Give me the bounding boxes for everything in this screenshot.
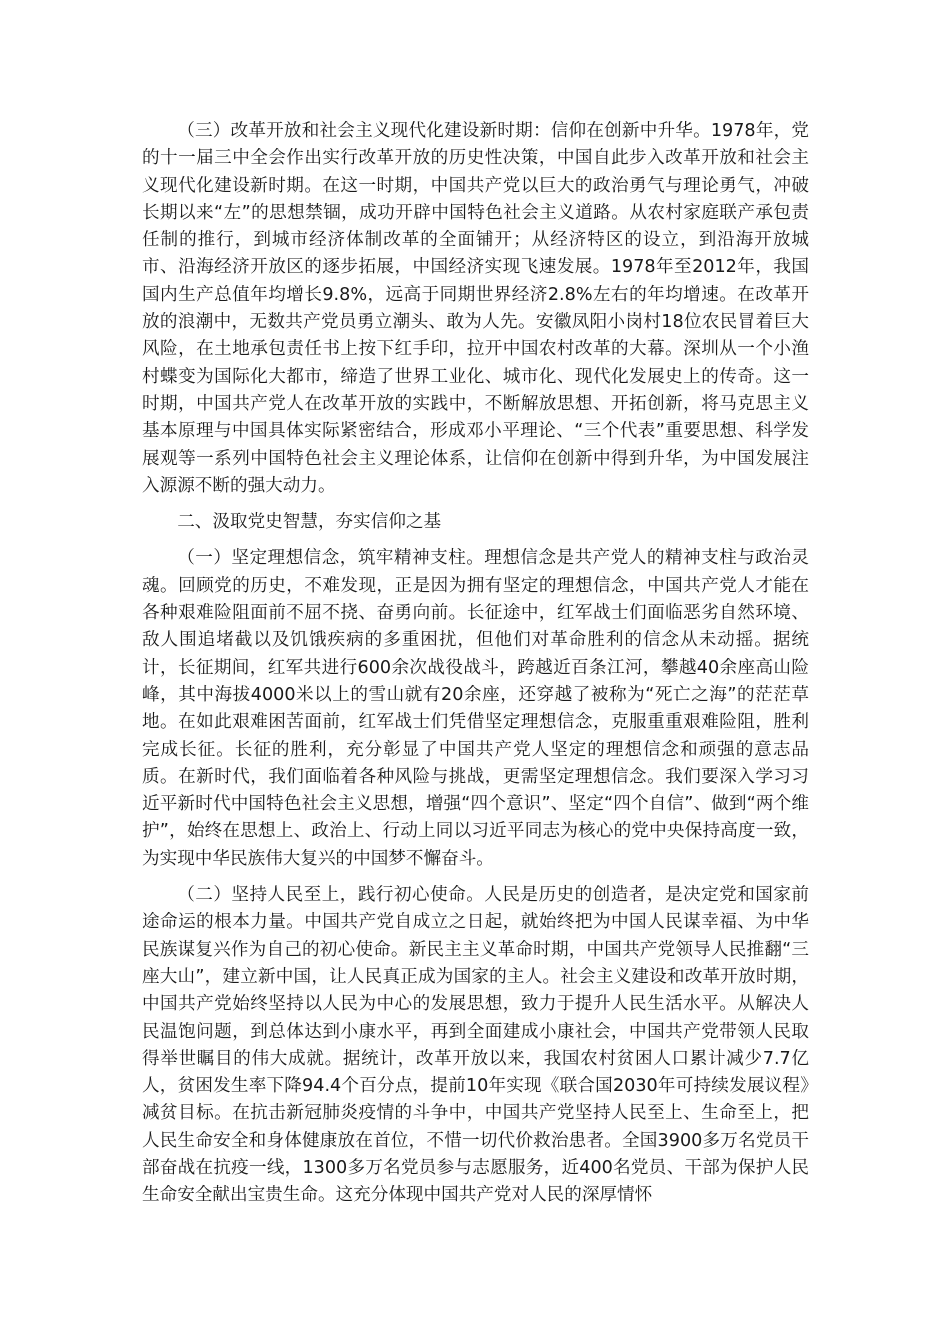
paragraph-people-first: （二）坚持人民至上，践行初心使命。人民是历史的创造者，是决定党和国家前途命运的根本力量。中国共产党自成立之日起，就始终把为中国人民谋幸福、为中华民族谋复兴作为自己的初心使命。新民主主义革命时期，中国共产党领导人民推翻“三座大山”，建立新中国，让人民真正成为国家的主人。社会主义建设和改革开放时期，中国共产党始终坚持以人民为中心的发展思想，致力于提升人民生活水平。从解决人民温饱问题，到总体达到小康水平，再到全面建成小康社会，中国共产党带领人民取得举世瞩目的伟大成就。据统计，改革开放以来，我国农村贫困人口累计减少7.7亿人，贫困发生率下降94.4个百分点，提前10年实现《联合国2030年可持续发展议程》减贫目标。在抗击新冠肺炎疫情的斗争中，中国共产党坚持人民至上、生命至上，把人民生命安全和身体健康放在首位，不惜一切代价救治患者。全国3900多万名党员干部奋战在抗疫一线，1300多万名党员参与志愿服务，近400名党员、干部为保护人民生命安全献出宝贵生命。这充分体现中国共产党对人民的深厚情怀 bbox=[142, 885, 809, 1206]
paragraph-ideals-faith: （一）坚定理想信念，筑牢精神支柱。理想信念是共产党人的精神支柱与政治灵魂。回顾党的历史，不难发现，正是因为拥有坚定的理想信念，中国共产党人才能在各种艰难险阻面前不屈不挠、奋勇向前。长征途中，红军战士们面临恶劣自然环境、敌人围追堵截以及饥饿疾病的多重困扰，但他们对革命胜利的信念从未动摇。据统计，长征期间，红军共进行600余次战役战斗，跨越近百条江河，攀越40余座高山险峰，其中海拔4000米以上的雪山就有20余座，还穿越了被称为“死亡之海”的茫茫草地。在如此艰难困苦面前，红军战士们凭借坚定理想信念，克服重重艰难险阻，胜利完成长征。长征的胜利，充分彰显了中国共产党人坚定的理想信念和顽强的意志品质。在新时代，我们面临着各种风险与挑战，更需坚定理想信念。我们要深入学习习近平新时代中国特色社会主义思想，增强“四个意识”、坚定“四个自信”、做到“两个维护”，始终在思想上、政治上、行动上同以习近平同志为核心的党中央保持高度一致，为实现中华民族伟大复兴的中国梦不懈奋斗。 bbox=[142, 548, 809, 869]
document-body bbox=[142, 118, 809, 1219]
paragraph-reform-era: （三）改革开放和社会主义现代化建设新时期：信仰在创新中升华。1978年，党的十一届三中全会作出实行改革开放的历史性决策，中国自此步入改革开放和社会主义现代化建设新时期。在这一时期，中国共产党以巨大的政治勇气与理论勇气，冲破长期以来“左”的思想禁锢，成功开辟中国特色社会主义道路。从农村家庭联产承包责任制的推行，到城市经济体制改革的全面铺开；从经济特区的设立，到沿海开放城市、沿海经济开放区的逐步拓展，中国经济实现飞速发展。1978年至2012年，我国国内生产总值年均增长9.8%，远高于同期世界经济2.8%左右的年均增速。在改革开放的浪潮中，无数共产党员勇立潮头、敢为人先。安徽凤阳小岗村18位农民冒着巨大风险，在土地承包责任书上按下红手印，拉开中国农村改革的大幕。深圳从一个小渔村蝶变为国际化大都市，缔造了世界工业化、城市化、现代化发展史上的传奇。这一时期，中国共产党人在改革开放的实践中，不断解放思想、开拓创新，将马克思主义基本原理与中国具体实际紧密结合，形成邓小平理论、“三个代表”重要思想、科学发展观等一系列中国特色社会主义理论体系，让信仰在创新中得到升华，为中国发展注入源源不断的强大动力。 bbox=[142, 121, 809, 496]
section-heading-two: 二、汲取党史智慧，夯实信仰之基 bbox=[177, 512, 442, 533]
